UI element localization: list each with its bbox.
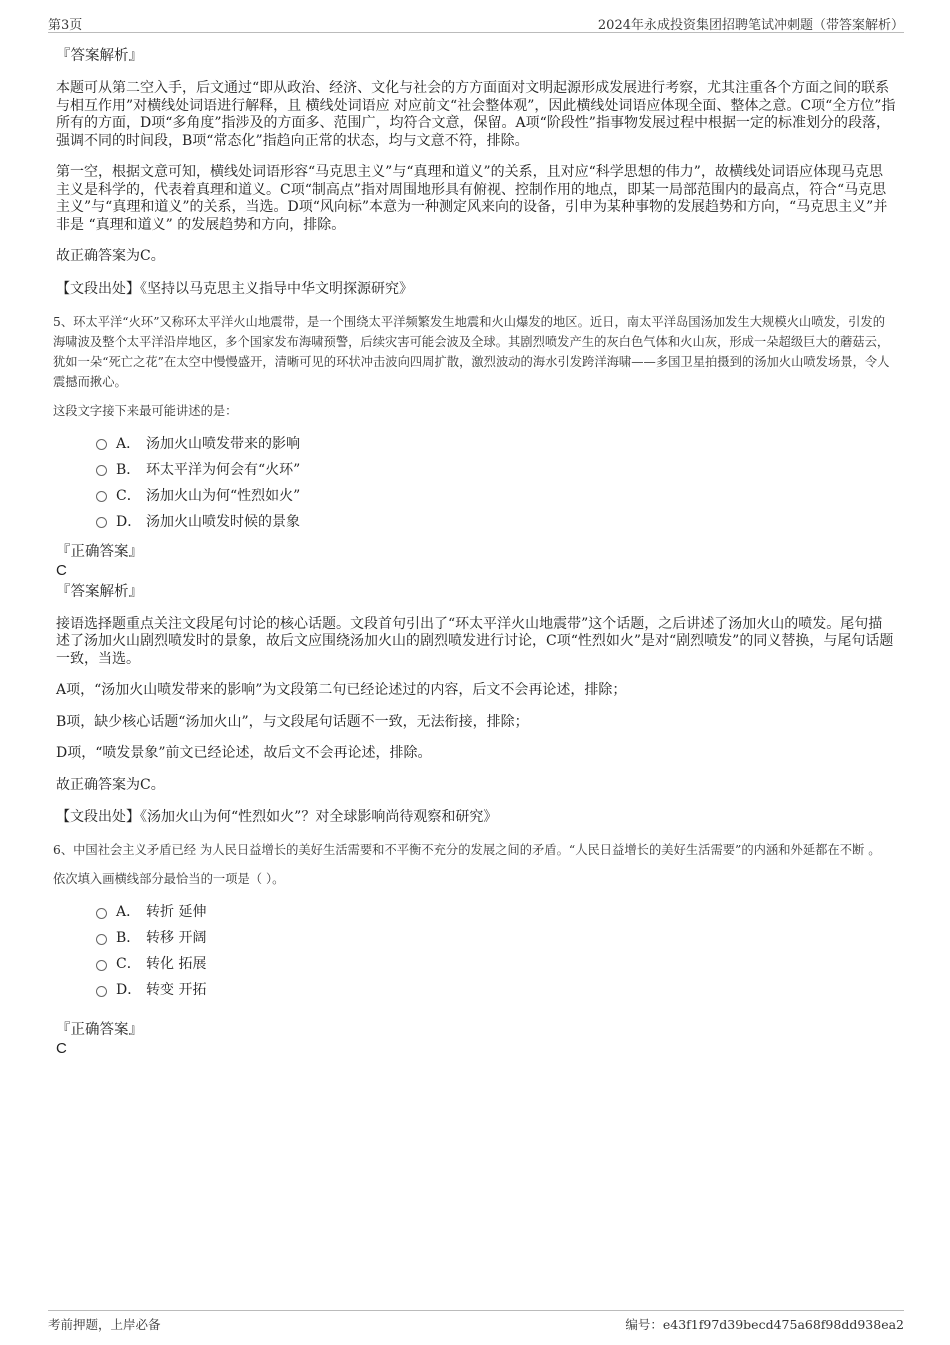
option-text: 环太平洋为何会有“火环” [146, 461, 301, 478]
q5-options [96, 430, 896, 534]
option-text: 转折 延伸 [146, 904, 207, 920]
q5-analysis-option-d: D项，“喷发景象”前文已经论述，故后文不会再论述，排除。 [56, 745, 432, 761]
radio-icon[interactable] [96, 465, 107, 476]
page-footer [48, 1310, 904, 1337]
option-letter: B． [116, 930, 141, 946]
q5-prompt: 这段文字接下来最可能讲述的是： [53, 403, 238, 418]
q5-option-b[interactable] [96, 456, 896, 482]
option-letter: D． [116, 513, 142, 530]
q5-stem: 5、环太平洋“火环”又称环太平洋火山地震带，是一个围绕太平洋频繁发生地震和火山爆发的地区。近日，南太平洋岛国汤加发生大规模火山喷发，引发的海啸波及整个太平洋沿岸地区，多个国家发布海啸预警，后续灾害可能会波及全球。其剧烈喷发产生的灰白色气体和火山灰，形成一朵超级巨大的蘑菇云，犹如一朵“死亡之花”在太空中慢慢盛开，清晰可见的环状冲击波向四周扩散，激烈波动的海水引发跨洋海啸——多国卫星拍摄到的汤加火山喷发场景，令人震撼而揪心。 [53, 314, 890, 389]
radio-icon[interactable] [96, 908, 107, 919]
option-letter: A． [116, 435, 141, 452]
q6-options [96, 898, 896, 1002]
page-content [53, 46, 896, 1060]
document-code: 编号：e43f1f97d39becd475a68f98dd938ea2 [625, 1317, 904, 1332]
option-letter: A． [116, 904, 141, 920]
option-text: 转变 开拓 [146, 982, 207, 998]
q5-analysis-label: 『答案解析』 [56, 583, 143, 600]
option-letter: C． [116, 956, 141, 972]
document-title: 2024年永成投资集团招聘笔试冲刺题（带答案解析） [597, 18, 904, 33]
q4-analysis-paragraph: 第一空，根据文意可知，横线处词语形容“马克思主义”与“真理和道义”的关系，且对应“科学思想的伟力”，故横线处词语应体现马克思主义是科学的，代表着真理和道义。C项“制高点”指对周围地形具有俯视、控制作用的地点，即某一局部范围内的最高点，符合“马克思主义”与“真理和道义”的关系，当选。D项“风向标”本意为一种测定风来向的设备，引申为某种事物的发展趋势和方向，“马克思主义”并非是 “真理和道义” 的发展趋势和方向，排除。 [56, 164, 888, 233]
page-header [48, 12, 904, 33]
radio-icon[interactable] [96, 934, 107, 945]
q5-answer: C [56, 561, 67, 579]
q5-option-a[interactable] [96, 430, 896, 456]
q5-analysis-paragraph: 接语选择题重点关注文段尾句讨论的核心话题。文段首句引出了“环太平洋火山地震带”这个话题，之后讲述了汤加火山的喷发。尾句描述了汤加火山剧烈喷发时的景象，故后文应围绕汤加火山的剧烈喷发进行讨论，C项“性烈如火”是对“剧烈喷发”的同义替换，与尾句话题一致，当选。 [56, 615, 894, 667]
q5-conclusion: 故正确答案为C。 [56, 776, 165, 793]
q5-option-d[interactable] [96, 508, 896, 534]
q5-option-c[interactable] [96, 482, 896, 508]
option-text: 转移 开阔 [146, 930, 207, 946]
q5-analysis-option-a: A项，“汤加火山喷发带来的影响”为文段第二句已经论述过的内容，后文不会再论述，排除； [56, 682, 627, 698]
option-letter: C． [116, 487, 141, 504]
option-text: 转化 拓展 [146, 956, 207, 972]
q4-conclusion: 故正确答案为C。 [56, 248, 165, 264]
footer-slogan: 考前押题，上岸必备 [48, 1317, 161, 1332]
option-text: 汤加火山喷发时候的景象 [146, 513, 300, 530]
q6-prompt: 依次填入画横线部分最恰当的一项是（ ）。 [53, 872, 285, 886]
q4-analysis-label: 『答案解析』 [56, 48, 143, 64]
q6-option-a[interactable] [96, 898, 896, 924]
q6-option-d[interactable] [96, 976, 896, 1002]
q6-answer: C [56, 1040, 67, 1057]
q5-source: 【文段出处】《汤加火山为何“性烈如火”？对全球影响尚待观察和研究》 [56, 809, 498, 825]
q6-answer-label: 『正确答案』 [56, 1022, 143, 1038]
option-text: 汤加火山为何“性烈如火” [146, 487, 301, 504]
radio-icon[interactable] [96, 517, 107, 528]
q6-option-c[interactable] [96, 950, 896, 976]
radio-icon[interactable] [96, 439, 107, 450]
q4-analysis-paragraph: 本题可从第二空入手，后文通过“即从政治、经济、文化与社会的方方面面对文明起源形成发展进行考察，尤其注重各个方面之间的联系与相互作用”对横线处词语进行解释，且 横线处词语应 对应前文“社会整体观”，因此横线处词语应体现全面、整体之意。C项“全方位”指所有的方面，D项“多角度”指涉及的方面多、范围广，均符合文意，保留。A项“阶段性”指事物发展过程中根据一定的标准划分的段落，强调不同的时间段，B项“常态化”指趋向正常的状态，均与文意不符，排除。 [56, 80, 896, 149]
option-letter: B． [116, 461, 141, 478]
radio-icon[interactable] [96, 960, 107, 971]
option-letter: D． [116, 982, 142, 998]
q6-stem: 6、中国社会主义矛盾已经 为人民日益增长的美好生活需要和不平衡不充分的发展之间的矛盾。“人民日益增长的美好生活需要”的内涵和外延都在不断 。 [53, 843, 881, 857]
radio-icon[interactable] [96, 986, 107, 997]
q4-source: 【文段出处】《坚持以马克思主义指导中华文明探源研究》 [56, 280, 413, 297]
page-number: 第3页 [48, 18, 83, 33]
q5-answer-label: 『正确答案』 [56, 543, 143, 560]
option-text: 汤加火山喷发带来的影响 [146, 435, 300, 452]
radio-icon[interactable] [96, 491, 107, 502]
q5-analysis-option-b: B项，缺少核心话题“汤加火山”，与文段尾句话题不一致，无法衔接，排除； [56, 713, 529, 730]
q6-option-b[interactable] [96, 924, 896, 950]
